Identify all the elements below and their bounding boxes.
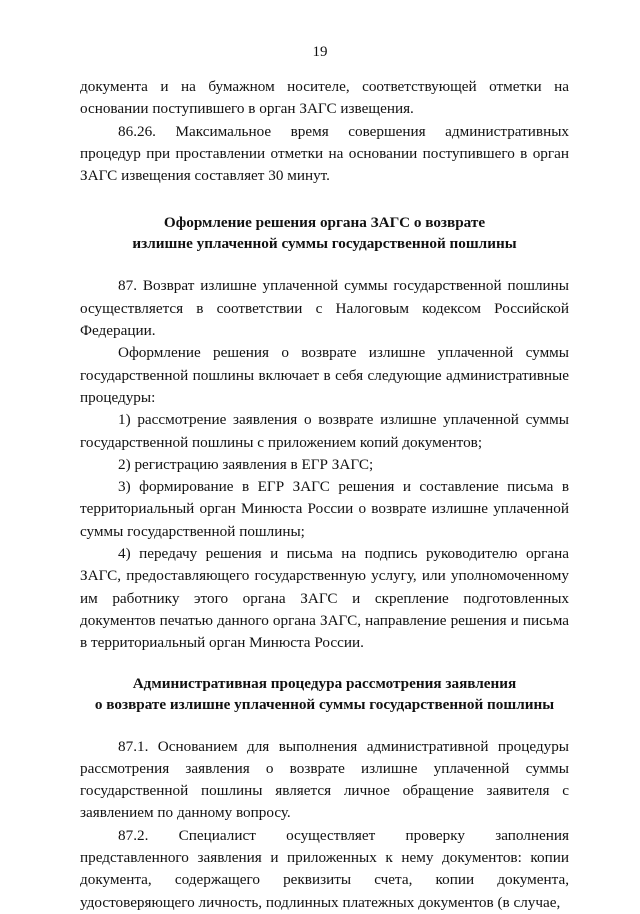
paragraph: 86.26. Максимальное время совершения административных процедур при проставлении отметки на основании поступившего в орган ЗАГС извещения составляет 30 минут.: [80, 122, 569, 185]
section-heading: [80, 673, 569, 715]
paragraph: 87.1. Основанием для выполнения административной процедуры рассмотрения заявления о возврате излишне уплаченной суммы государственной пошлины является личное обращение заявителя с заявлением по данному вопросу.: [80, 737, 569, 822]
page-number: 19: [312, 44, 328, 60]
section-heading-line: о возврате излишне уплаченной суммы государственной пошлины: [94, 695, 555, 713]
section-heading-line: излишне уплаченной суммы государственной пошлины: [132, 235, 517, 253]
paragraph: 87.2. Специалист осуществляет проверку заполнения представленного заявления и приложенных к нему документов: копии документа, содержащего реквизиты счета, копии документа, удостоверяющего личность, подлинных платежных документов (в случае,: [80, 826, 569, 911]
list-item: 3) формирование в ЕГР ЗАГС решения и составление письма в территориальный орган Минюста России о возврате излишне уплаченной суммы государственной пошлины;: [80, 478, 569, 540]
list-item: 4) передачу решения и письма на подпись руководителю органа ЗАГС, предоставляющего государственную услугу, или уполномоченному им работнику этого органа ЗАГС и скрепление подготовленных документов печатью данного органа ЗАГС, направление решения и письма в территориальный орган Минюста России.: [80, 545, 569, 652]
section-heading-line: Оформление решения органа ЗАГС о возврате: [163, 214, 486, 232]
paragraph: 87. Возврат излишне уплаченной суммы государственной пошлины осуществляется в соответствии с Налоговым кодексом Российской Федерации.: [80, 277, 569, 340]
paragraph: Оформление решения о возврате излишне уплаченной суммы государственной пошлины включает в себя следующие административные процедуры:: [80, 344, 569, 406]
list-item: 1) рассмотрение заявления о возврате излишне уплаченной суммы государственной пошлины с приложением копий документов;: [80, 411, 569, 451]
list-item: 2) регистрацию заявления в ЕГР ЗАГС;: [118, 455, 374, 473]
document-body: [80, 76, 569, 914]
paragraph: документа и на бумажном носителе, соответствующей отметки на основании поступившего в орган ЗАГС извещения.: [80, 78, 569, 118]
section-heading: [80, 212, 569, 254]
section-heading-line: Административная процедура рассмотрения заявления: [132, 674, 517, 692]
